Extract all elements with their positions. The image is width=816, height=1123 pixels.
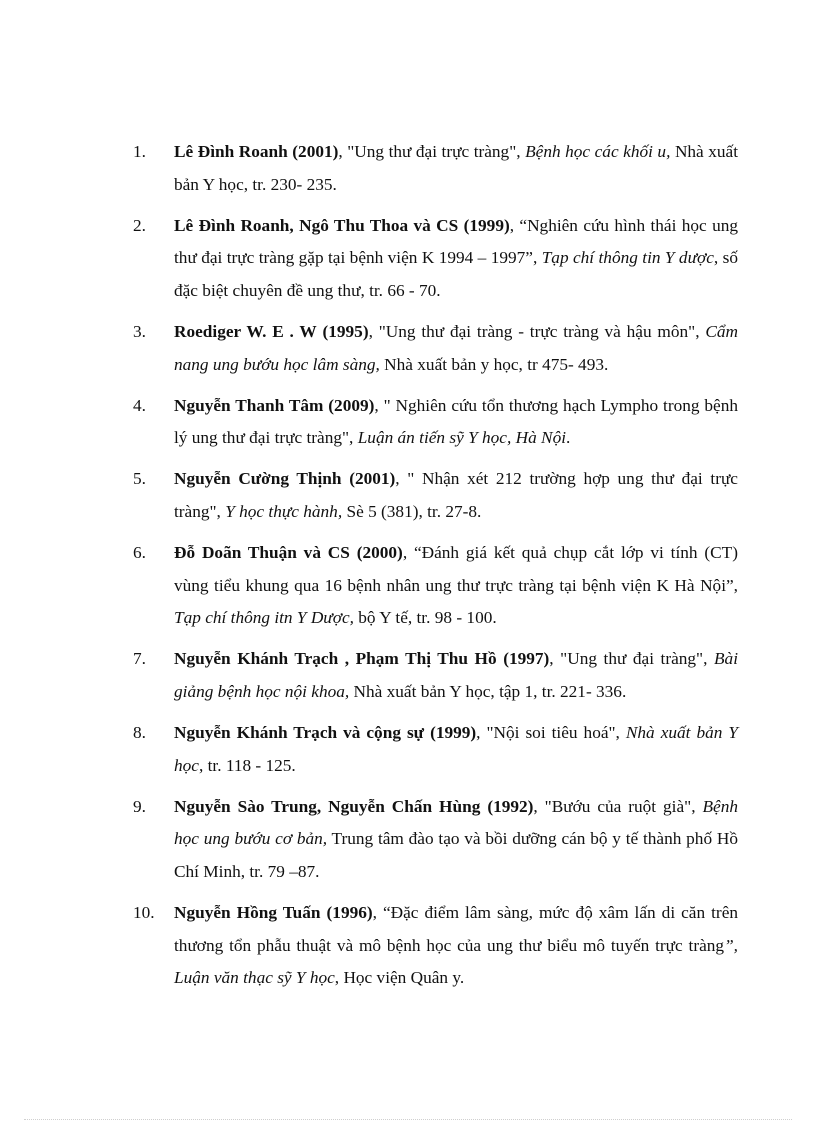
reference-source: ”, Luận văn thạc sỹ Y học [174,935,738,988]
page-bottom-divider [24,1119,792,1120]
reference-authors: Nguyễn Khánh Trạch , Phạm Thị Thu Hồ [174,649,497,669]
reference-year: (1997) [503,649,550,669]
reference-publisher: bộ Y tế, tr. 98 - 100. [353,608,497,628]
reference-item [133,643,738,708]
reference-publisher: , Học viện Quân y. [334,968,465,988]
reference-publisher: Sè 5 (381), tr. 27-8. [342,501,482,521]
reference-publisher: Trung tâm đào tạo và bồi dưỡng cán bộ y tế thành phố Hồ Chí Minh, tr. 79 –87. [174,829,738,881]
reference-number: 5. [133,469,146,489]
reference-title: , " Nhận xét 212 trường hợp ung thư đại trực tràng", [174,469,738,521]
reference-publisher: Nhà xuất bản y học, tr 475- 493. [379,354,609,374]
reference-number: 1. [133,142,146,161]
reference-authors: Nguyễn Khánh Trạch và cộng sự [174,723,425,742]
reference-title: , "Ung thư đại tràng", [549,649,714,669]
reference-item [133,897,738,995]
reference-publisher: . [566,428,571,448]
reference-source: Bệnh học các khối u, [525,142,671,161]
reference-source: Bài giảng bệnh học nội khoa, [174,649,738,701]
reference-title: , "Ung thư đại trực tràng", [338,142,526,161]
reference-publisher: , số đặc biệt chuyên đề ung thư, tr. 66 - 70. [174,248,738,300]
reference-publisher: Nhà xuất bản Y học, tập 1, tr. 221- 336. [349,681,627,701]
reference-number: 10. [133,902,155,922]
reference-year: (2001) [349,469,396,489]
reference-year: (1999) [430,723,477,742]
reference-publisher: Nhà xuất bản Y học, tr. 230- 235. [174,142,739,194]
reference-authors: Nguyễn Hồng Tuấn [174,902,321,922]
reference-number: 7. [133,649,146,669]
reference-item [133,210,738,308]
reference-year: (1999) [463,215,510,235]
reference-authors: Lê Đình Roanh [174,142,288,161]
reference-number: 9. [133,796,146,816]
reference-list [133,136,738,1003]
reference-item [133,791,738,889]
reference-year: (2001) [292,142,339,161]
reference-item [133,537,738,635]
reference-source: Y học thực hành, [225,501,343,521]
reference-source: Cẩm nang ung bướu học lâm sàng, [174,321,739,374]
reference-number: 8. [133,723,146,742]
reference-number: 4. [133,395,146,415]
reference-authors: Nguyễn Cường Thịnh [174,469,342,489]
reference-title: , "Nội soi tiêu hoá", [476,723,626,742]
reference-authors: Nguyễn Thanh Tâm [174,395,324,415]
reference-number: 3. [133,321,146,341]
reference-source: Bệnh học ung bướu cơ bản, [174,796,738,849]
reference-authors: Roediger W. E . W [174,321,317,341]
reference-item [133,316,738,381]
reference-year: (2009) [328,395,375,415]
reference-source: Luận án tiến sỹ Y học, Hà Nội [357,428,567,448]
reference-authors: Nguyễn Sào Trung, Nguyễn Chấn Hùng [174,796,481,816]
reference-title: , "Bướu của ruột già", [533,796,703,816]
reference-title: , “Đặc điểm lâm sàng, mức độ xâm lấn di căn trên thương tổn phẫu thuật và mô bệnh học của ung thư biểu mô tuyến trực tràng [174,902,738,955]
reference-item [133,136,738,201]
reference-year: (1992) [487,796,534,816]
reference-source: Tạp chí thông itn Y Dược, [174,608,354,628]
reference-number: 6. [133,543,146,563]
reference-item [133,717,738,782]
reference-source: Tạp chí thông tin Y dược [541,248,714,268]
reference-title: , “Đánh giá kết quả chụp cắt lớp vi tính (CT) vùng tiểu khung qua 16 bệnh nhân ung thư trực tràng tại bệnh viện K Hà Nội”, [174,543,738,595]
reference-title: , " Nghiên cứu tổn thương hạch Lympho trong bệnh lý ung thư đại trực tràng", [174,395,738,448]
reference-authors: Đỗ Doãn Thuận và CS [174,543,350,563]
reference-authors: Lê Đình Roanh, Ngô Thu Thoa và CS [174,215,459,235]
reference-number: 2. [133,215,146,235]
reference-item [133,463,738,528]
reference-title: , "Ung thư đại tràng - trực tràng và hậu môn", [368,321,706,341]
reference-year: (1996) [326,902,373,922]
reference-year: (2000) [356,543,403,563]
reference-source: Nhà xuất bản Y học [174,723,738,775]
reference-item [133,390,738,455]
reference-title: , “Nghiên cứu hình thái học ung thư đại trực tràng gặp tại bệnh viện K 1994 – 1997”, [174,215,738,268]
reference-publisher: , tr. 118 - 125. [198,755,296,775]
reference-year: (1995) [322,321,369,341]
